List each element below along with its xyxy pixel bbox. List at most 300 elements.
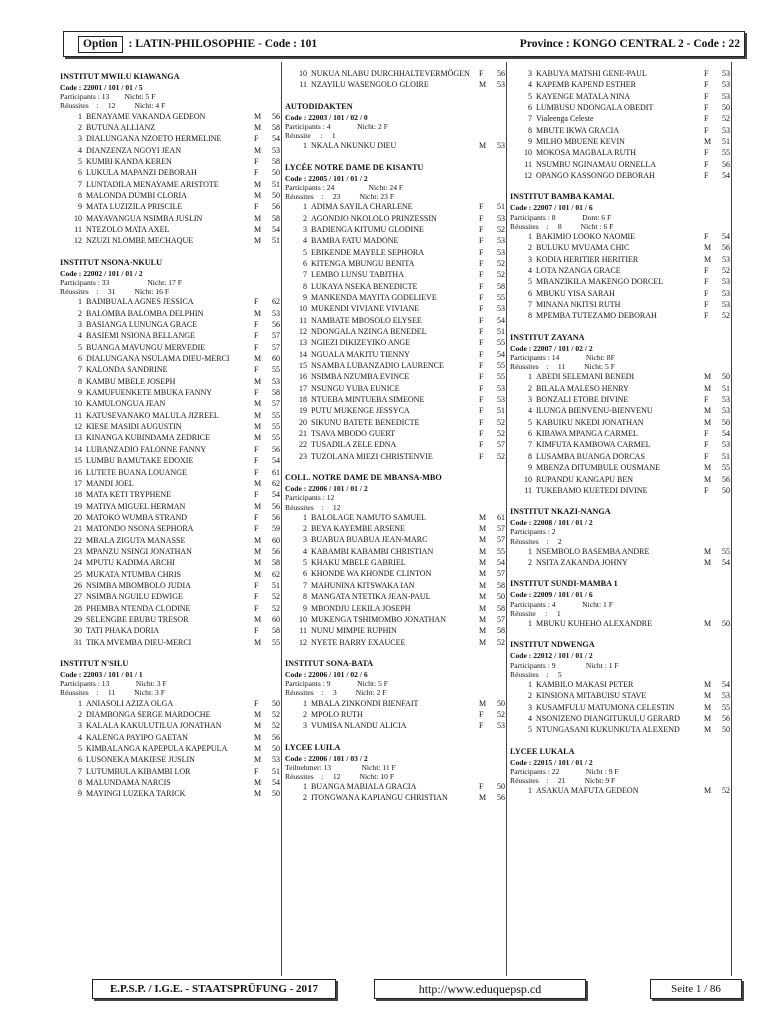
- row-number: 30: [74, 626, 82, 636]
- student-row: [510, 310, 730, 321]
- row-number: 8: [303, 281, 307, 291]
- student-sex: F: [704, 125, 709, 135]
- student-sex: M: [479, 141, 487, 151]
- school-stats: Participants : 9 Nicht : 1 F: [510, 660, 619, 670]
- student-name: NTUEBA MINTUEBA SIMEONE: [311, 395, 425, 405]
- row-number: 5: [528, 417, 532, 427]
- row-number: 4: [303, 236, 307, 246]
- student-name: TIKA MVEMBA DIEU-MERCI: [86, 637, 192, 647]
- student-row: [285, 568, 505, 579]
- school-name: INSTITUT SONA-BATA: [285, 658, 374, 668]
- student-row: [285, 523, 505, 534]
- student-row: [510, 231, 730, 242]
- student-row: [60, 777, 280, 788]
- row-number: 11: [524, 485, 532, 495]
- student-score: 51: [722, 451, 730, 461]
- student-score: 58: [272, 156, 280, 166]
- student-name: KIMFUTA KAMBOWA CARMEL: [536, 440, 651, 450]
- student-name: NKALA NKUNKU DIEU: [311, 141, 397, 151]
- row-number: 4: [528, 80, 532, 90]
- student-row: [60, 766, 280, 777]
- student-name: KITENGA MBUNGU BENITA: [311, 258, 415, 268]
- school-code: Code : 22007 / 101 / 01 / 6: [510, 203, 593, 213]
- student-sex: F: [254, 134, 259, 144]
- school-code: Code : 22015 / 101 / 01 / 2: [510, 757, 593, 767]
- student-score: 57: [272, 399, 280, 409]
- student-sex: M: [704, 558, 712, 568]
- student-score: 51: [272, 766, 280, 776]
- school-section: [285, 473, 505, 648]
- school-code: Code : 22012 / 101 / 01 / 2: [510, 651, 593, 661]
- row-number: 24: [74, 558, 82, 568]
- student-score: 52: [497, 429, 505, 439]
- student-row: [60, 478, 280, 489]
- student-sex: F: [254, 456, 259, 466]
- student-name: BUABUA BUABUA JEAN-MARC: [311, 535, 428, 545]
- student-sex: M: [254, 478, 262, 488]
- student-score: 55: [497, 372, 505, 382]
- student-name: MBANZIKILA MAKENGO DORCEL: [536, 277, 664, 287]
- student-score: 51: [497, 406, 505, 416]
- student-name: NSIMBA NZUMBA EVINCE: [311, 372, 410, 382]
- student-sex: F: [479, 236, 484, 246]
- student-score: 54: [272, 490, 280, 500]
- school-section: [510, 579, 730, 629]
- student-name: MAYINGI LUZEKA TARICK: [86, 789, 186, 799]
- student-score: 53: [272, 755, 280, 765]
- student-sex: F: [704, 311, 709, 321]
- row-number: 2: [303, 524, 307, 534]
- row-number: 3: [303, 535, 307, 545]
- school-section: [285, 743, 505, 804]
- student-row: [285, 512, 505, 523]
- school-name: INSTITUT NDWENGA: [510, 640, 595, 650]
- student-score: 55: [497, 546, 505, 556]
- student-name: KHONDE WA KHONDE CLINTON: [311, 569, 432, 579]
- student-name: MANGATA NTETIKA JEAN-PAUL: [311, 592, 431, 602]
- student-sex: F: [254, 512, 259, 522]
- school-stats: Participants : 14 Nicht: 8F: [510, 353, 615, 362]
- row-number: 20: [299, 417, 307, 427]
- student-name: KIESE MASIDI AUGUSTIN: [86, 422, 182, 432]
- student-row: [60, 591, 280, 602]
- student-row: [60, 145, 280, 156]
- student-name: MPUTU KADIMA ARCHI: [86, 558, 175, 568]
- school-stats: Réussites : 11 Nicht: 3 F: [60, 688, 165, 698]
- student-name: KIBAWA MPANGA CARMEL: [536, 429, 638, 439]
- row-number: 18: [299, 395, 307, 405]
- student-row: [60, 444, 280, 455]
- student-score: 53: [497, 141, 505, 151]
- row-number: 1: [303, 141, 307, 151]
- student-name: DIALUNGANA NZOETO HERMELINE: [86, 134, 222, 144]
- row-number: 1: [528, 619, 532, 629]
- student-row: [60, 296, 280, 307]
- student-row: [285, 580, 505, 591]
- row-number: 7: [528, 300, 532, 310]
- student-sex: F: [479, 69, 484, 78]
- student-sex: M: [704, 725, 712, 735]
- student-score: 52: [722, 311, 730, 321]
- row-number: 1: [528, 372, 532, 382]
- student-sex: M: [704, 243, 712, 253]
- student-name: MBALA ZINKONDI BIENFAIT: [311, 698, 419, 708]
- student-score: 55: [497, 338, 505, 348]
- student-name: NSONIZENO DIANGITUKULU GERARD: [536, 714, 680, 724]
- student-row: [510, 299, 730, 310]
- school-section: [285, 68, 505, 91]
- student-sex: F: [254, 580, 259, 590]
- student-sex: F: [254, 168, 259, 178]
- student-name: BADIENGA KITUMU GLODINE: [311, 224, 424, 234]
- student-row: [60, 512, 280, 523]
- student-score: 53: [722, 288, 730, 298]
- row-number: 26: [74, 580, 82, 590]
- school-stats: Réussites : 31 Nicht: 16 F: [60, 287, 170, 297]
- row-number: 4: [528, 266, 532, 276]
- student-name: MBUTE IKWA GRACIA: [536, 125, 620, 135]
- student-name: RUPANDU KANGAPU BEN: [536, 474, 634, 484]
- student-sex: F: [704, 277, 709, 287]
- student-sex: F: [479, 213, 484, 223]
- row-number: 1: [528, 786, 532, 796]
- student-sex: F: [254, 490, 259, 500]
- student-score: 54: [722, 171, 730, 181]
- student-score: 50: [497, 782, 505, 792]
- student-sex: F: [254, 444, 259, 454]
- school-stats: Participants : 13 Nicht: 3 F: [60, 679, 167, 689]
- column-divider: [731, 62, 732, 976]
- student-name: NZAYILU WASENGOLO GLOIRE: [311, 80, 429, 90]
- student-score: 51: [272, 179, 280, 189]
- student-score: 52: [497, 417, 505, 427]
- row-number: 12: [524, 171, 532, 181]
- student-sex: M: [254, 501, 262, 511]
- student-row: [510, 170, 730, 181]
- student-sex: M: [704, 702, 712, 712]
- row-number: 1: [303, 698, 307, 708]
- student-sex: F: [479, 327, 484, 337]
- student-name: NAMBATE MBOSOLO ELYSEE: [311, 315, 422, 325]
- student-sex: F: [704, 440, 709, 450]
- school-name: INSTITUT MWILU KIAWANGA: [60, 72, 180, 81]
- student-name: DIAMBONGA SERGE MARDOCHE: [86, 709, 211, 719]
- student-row: [510, 79, 730, 90]
- student-row: [285, 792, 505, 803]
- student-sex: M: [479, 524, 487, 534]
- student-sex: M: [479, 80, 487, 90]
- student-score: 54: [497, 349, 505, 359]
- student-row: [285, 698, 505, 709]
- student-sex: M: [254, 410, 262, 420]
- student-score: 54: [272, 778, 280, 788]
- student-name: OPANGO KASSONGO DEBORAH: [536, 171, 655, 181]
- student-name: ASAKUA MAFUTA GEDEON: [536, 786, 639, 796]
- student-row: [60, 133, 280, 144]
- row-number: 15: [74, 456, 82, 466]
- row-number: 2: [528, 243, 532, 253]
- student-sex: M: [254, 743, 262, 753]
- row-number: 2: [303, 213, 307, 223]
- student-name: MUKENDI VIVIANE VIVIANE: [311, 304, 420, 314]
- student-score: 54: [272, 225, 280, 235]
- student-sex: M: [704, 714, 712, 724]
- row-number: 17: [74, 478, 82, 488]
- student-name: AGONDJO NKOLOLO PRINZESSIN: [311, 213, 437, 223]
- student-row: [285, 337, 505, 348]
- student-score: 53: [722, 440, 730, 450]
- school-code: Code : 22006 / 101 / 03 / 2: [285, 753, 368, 763]
- student-name: LEMBO LUNSU TABITHA: [311, 270, 404, 280]
- student-score: 50: [722, 103, 730, 113]
- student-sex: M: [254, 213, 262, 223]
- student-name: LUSAMBA BUANGA DORCAS: [536, 451, 645, 461]
- student-name: MAYAVANGUA NSIMBA JUSLIN: [86, 213, 203, 223]
- student-sex: M: [254, 376, 262, 386]
- student-row: [60, 421, 280, 432]
- school-section: [510, 192, 730, 321]
- school-code: Code : 22007 / 101 / 02 / 2: [510, 343, 593, 353]
- student-score: 53: [497, 236, 505, 246]
- student-sex: F: [479, 258, 484, 268]
- student-row: [285, 235, 505, 246]
- row-number: 17: [299, 383, 307, 393]
- row-number: 2: [528, 558, 532, 568]
- student-score: 56: [722, 714, 730, 724]
- student-score: 50: [722, 372, 730, 382]
- student-row: [60, 387, 280, 398]
- row-number: 6: [78, 168, 82, 178]
- student-sex: F: [254, 320, 259, 330]
- student-sex: F: [704, 159, 709, 169]
- student-sex: F: [479, 383, 484, 393]
- student-row: [60, 235, 280, 246]
- student-name: LUNTADILA MENAYAME ARISTOTE: [86, 179, 219, 189]
- student-sex: M: [704, 691, 712, 701]
- student-name: TUKEBAMO KUETEDI DIVINE: [536, 485, 648, 495]
- student-sex: F: [479, 293, 484, 302]
- student-score: 62: [272, 297, 280, 307]
- student-name: KAMBILO MAKASI PETER: [536, 680, 634, 690]
- student-sex: F: [254, 467, 259, 477]
- row-number: 1: [528, 546, 532, 556]
- student-row: [510, 242, 730, 253]
- student-sex: M: [254, 225, 262, 235]
- student-score: 53: [272, 376, 280, 386]
- student-row: [60, 330, 280, 341]
- row-number: 10: [299, 304, 307, 314]
- student-row: [510, 91, 730, 102]
- page-header: [63, 31, 745, 57]
- student-row: [285, 371, 505, 382]
- student-sex: F: [479, 417, 484, 427]
- student-name: NSITA ZAKANDA JOHNY: [536, 558, 628, 568]
- row-number: 19: [299, 406, 307, 416]
- row-number: 1: [528, 232, 532, 242]
- student-sex: M: [704, 417, 712, 427]
- student-score: 50: [722, 725, 730, 735]
- student-name: ILUNGA BIENVENU-BIENVENU: [536, 406, 653, 416]
- student-row: [510, 485, 730, 496]
- student-row: [510, 474, 730, 485]
- school-code: Code : 22006 / 101 / 02 / 6: [285, 669, 368, 679]
- student-row: [510, 462, 730, 473]
- student-sex: F: [704, 300, 709, 310]
- student-name: MPEMBA TUTEZAMO DEBORAH: [536, 311, 657, 321]
- student-name: KODIA HERITIER HERITIER: [536, 254, 639, 264]
- student-sex: M: [254, 709, 262, 719]
- student-score: 53: [272, 308, 280, 318]
- student-sex: M: [704, 546, 712, 556]
- student-sex: F: [704, 288, 709, 298]
- student-score: 55: [497, 361, 505, 371]
- student-score: 55: [272, 410, 280, 420]
- student-sex: F: [254, 626, 259, 636]
- student-sex: F: [254, 524, 259, 534]
- student-row: [60, 732, 280, 743]
- student-name: SIKUNU BATETE BENEDICTE: [311, 417, 420, 427]
- student-row: [285, 428, 505, 439]
- student-score: 58: [272, 558, 280, 568]
- student-score: 54: [497, 558, 505, 568]
- student-row: [60, 432, 280, 443]
- student-score: 52: [722, 114, 730, 124]
- student-score: 56: [722, 243, 730, 253]
- student-name: NUNU MIMPIE RUPHIN: [311, 626, 397, 636]
- student-row: [60, 720, 280, 731]
- student-row: [285, 224, 505, 235]
- student-sex: M: [479, 580, 487, 590]
- student-sex: M: [254, 755, 262, 765]
- student-score: 58: [497, 580, 505, 590]
- row-number: 21: [74, 524, 82, 534]
- footer-exam-title: E.P.S.P. / I.G.E. - STAATSPRÜFUNG - 2017: [92, 979, 336, 999]
- row-number: 11: [74, 225, 82, 235]
- student-sex: M: [704, 372, 712, 382]
- student-row: [60, 167, 280, 178]
- student-score: 54: [272, 134, 280, 144]
- row-number: 4: [78, 331, 82, 341]
- student-score: 51: [722, 383, 730, 393]
- student-name: DIANZENZA NGOYI JEAN: [86, 145, 182, 155]
- student-sex: F: [479, 224, 484, 234]
- row-number: 19: [74, 501, 82, 511]
- student-name: MATOKO WUMBA STRAND: [86, 512, 188, 522]
- student-name: MBUKU KUHEHO ALEXANDRE: [536, 619, 652, 629]
- school-name: INSTITUT NKAZI-NANGA: [510, 507, 611, 517]
- student-score: 61: [272, 467, 280, 477]
- student-name: ADIMA SAYILA CHARLENE: [311, 202, 413, 212]
- school-section: [510, 68, 730, 181]
- row-number: 2: [78, 709, 82, 719]
- student-name: BALOLAGE NAMUTO SAMUEL: [311, 512, 426, 522]
- row-number: 22: [74, 535, 82, 545]
- student-name: KAMUFUENKETE MBUKA FANNY: [86, 388, 213, 398]
- student-score: 52: [497, 637, 505, 647]
- row-number: 21: [299, 429, 307, 439]
- student-score: 58: [272, 626, 280, 636]
- student-name: LUKULA MAPANZI DEBORAH: [86, 168, 197, 178]
- student-name: NZUZI NLOMBE MECHAQUE: [86, 236, 194, 246]
- student-name: BASIANGA LUNUNGA GRACE: [86, 320, 198, 330]
- student-row: [510, 159, 730, 170]
- student-score: 61: [497, 512, 505, 522]
- student-name: SELENGBE EBUBU TRESOR: [86, 614, 189, 624]
- student-name: BULUKU MVUAMA CHIC: [536, 243, 630, 253]
- student-name: MINANA NKITSI RUTH: [536, 300, 621, 310]
- student-row: [60, 709, 280, 720]
- student-name: MBONDJU LEKILA JOSEPH: [311, 603, 411, 613]
- student-score: 53: [497, 304, 505, 314]
- student-name: LUSONEKA MAKIESE JUSLIN: [86, 755, 195, 765]
- student-score: 52: [272, 721, 280, 731]
- row-number: 6: [528, 103, 532, 113]
- school-name: COLL. NOTRE DAME DE MBANSA-MBO: [285, 473, 442, 483]
- row-number: 16: [299, 372, 307, 382]
- student-sex: F: [479, 429, 484, 439]
- student-score: 56: [272, 320, 280, 330]
- student-name: BALOMBA BALOMBA DELPHIN: [86, 308, 204, 318]
- student-sex: F: [479, 349, 484, 359]
- student-score: 53: [722, 406, 730, 416]
- student-score: 50: [272, 789, 280, 799]
- student-sex: F: [479, 361, 484, 371]
- student-name: MANDI JOEL: [86, 478, 134, 488]
- student-sex: M: [254, 179, 262, 189]
- student-score: 57: [497, 440, 505, 450]
- student-name: TATI PHAKA DORIA: [86, 626, 160, 636]
- row-number: 11: [299, 315, 307, 325]
- school-name: LYCEE LUKALA: [510, 746, 575, 756]
- student-sex: F: [479, 270, 484, 280]
- student-sex: F: [479, 338, 484, 348]
- row-number: 7: [303, 580, 307, 590]
- student-row: [60, 364, 280, 375]
- student-sex: M: [704, 463, 712, 473]
- row-number: 5: [78, 342, 82, 352]
- student-row: [60, 319, 280, 330]
- student-name: KABUIKU NKEDI JONATHAN: [536, 417, 644, 427]
- row-number: 12: [299, 327, 307, 337]
- row-number: 27: [74, 592, 82, 602]
- student-sex: F: [479, 315, 484, 325]
- student-name: LUBANZADIO FALONNE FANNY: [86, 444, 207, 454]
- student-sex: F: [704, 171, 709, 181]
- row-number: 4: [78, 732, 82, 742]
- row-number: 11: [299, 626, 307, 636]
- school-section: [510, 747, 730, 797]
- student-row: [510, 405, 730, 416]
- student-row: [60, 501, 280, 512]
- row-number: 6: [303, 569, 307, 579]
- student-name: NSUMBU NGINAMAU ORNELLA: [536, 159, 656, 169]
- student-name: DIALUNGANA NSULAMA DIEU-MERCI: [86, 354, 230, 364]
- student-name: MBUKU YISA SARAH: [536, 288, 615, 298]
- student-sex: F: [704, 80, 709, 90]
- student-row: [510, 276, 730, 287]
- student-score: 53: [722, 80, 730, 90]
- student-row: [510, 417, 730, 428]
- student-score: 51: [272, 236, 280, 246]
- row-number: 5: [78, 156, 82, 166]
- student-score: 56: [272, 732, 280, 742]
- student-name: KINANGA KUBINDAMA ZEDRICE: [86, 433, 210, 443]
- footer-url-link[interactable]: http://www.eduquepsp.cd: [374, 979, 586, 999]
- student-name: NSUNGU YUBA EUNICE: [311, 383, 400, 393]
- student-row: [510, 383, 730, 394]
- student-sex: M: [254, 422, 262, 432]
- student-name: KHAKU MBELE GABRIEL: [311, 558, 406, 568]
